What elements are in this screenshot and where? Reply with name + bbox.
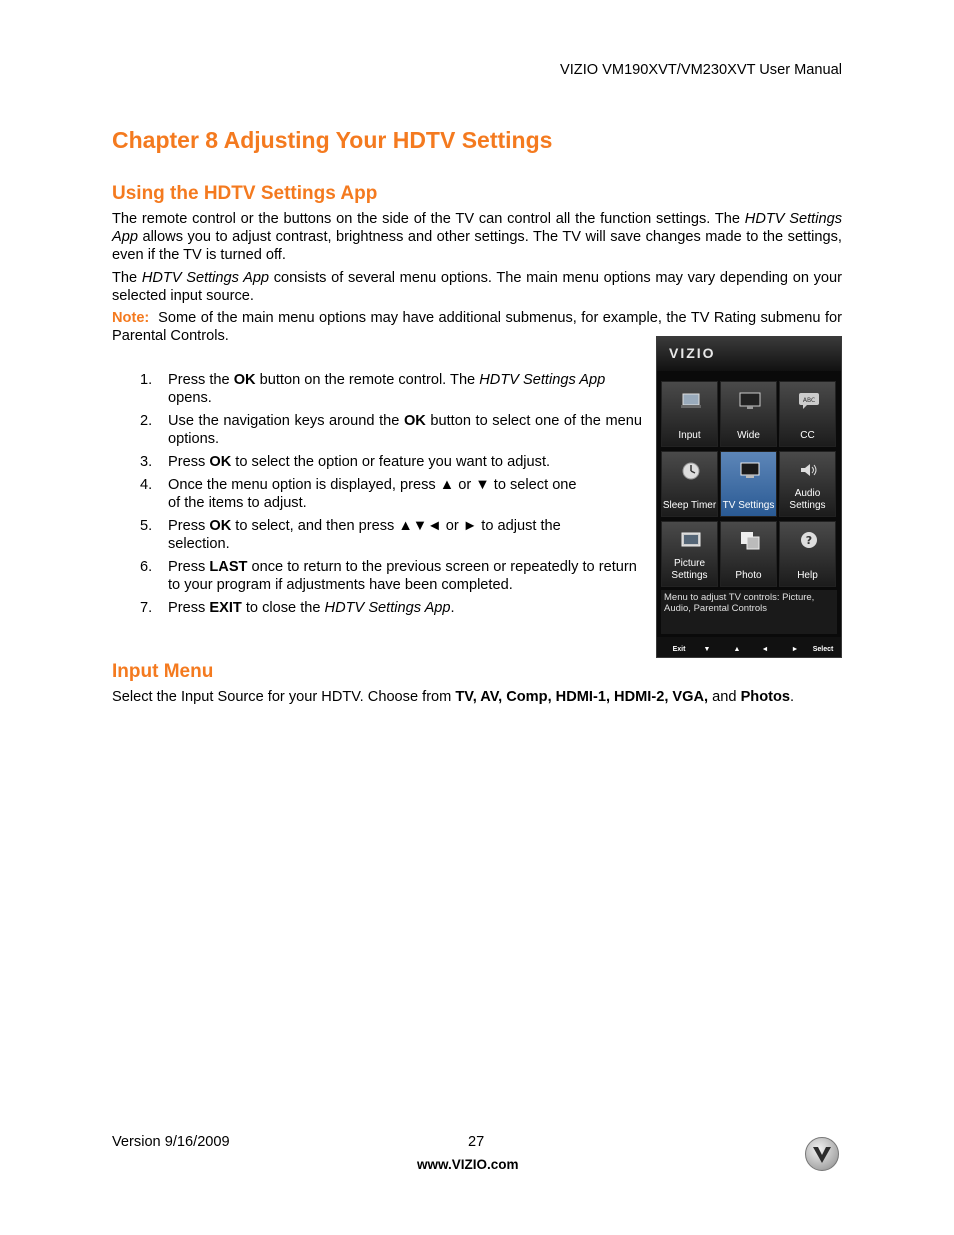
tv-menu-description: Menu to adjust TV controls: Picture, Audio, Parental Controls <box>661 590 837 634</box>
tv-menu-item-label: Audio Settings <box>789 488 826 511</box>
step-key: OK <box>209 518 232 534</box>
steps-list <box>112 371 642 617</box>
section-title-input-menu: Input Menu <box>112 661 214 682</box>
step-text: to select, and then press ▲▼◄ or ► to adjust the selection. <box>168 518 561 552</box>
tv-menu-item-tv-settings <box>720 451 777 517</box>
list-item <box>112 453 642 471</box>
tv-menu-item-picture-settings <box>661 521 718 587</box>
svg-text:ABC: ABC <box>802 397 816 404</box>
tv-menu-item-sleep-timer <box>661 451 718 517</box>
list-item <box>112 599 642 617</box>
tv-menu-item-label: Sleep Timer <box>662 500 717 511</box>
tv-menu-item-label: Wide <box>737 430 760 441</box>
tv-menu-topbar <box>657 337 841 371</box>
step-number: 5. <box>140 518 153 534</box>
tv-menu-item-label: CC <box>800 430 815 441</box>
note-label: Note: <box>112 310 150 326</box>
step-text: . <box>450 600 455 616</box>
input-menu-text: . <box>790 689 795 705</box>
step-number: 6. <box>140 559 153 575</box>
step-text: Once the menu option is displayed, press ▲ or ▼ to select one of the items to adjust. <box>168 477 577 511</box>
step-key: EXIT <box>209 600 242 616</box>
cc-icon <box>798 390 820 410</box>
step-text: Press <box>168 454 210 470</box>
tv-menu-item-photo <box>720 521 777 587</box>
footer-url: www.VIZIO.com <box>417 1157 519 1172</box>
paragraph-options-text-b: consists of several menu options. The main menu options may vary depending on your selected input source. <box>112 270 843 304</box>
input-menu-text: Select the Input Source for your HDTV. Choose from <box>112 689 456 705</box>
paragraph-intro-text-a: The remote control or the buttons on the side of the TV can control all the function settings. The <box>112 211 745 227</box>
step-key: OK <box>403 413 426 429</box>
step-text: button on the remote control. The <box>255 372 480 388</box>
list-item <box>112 476 588 512</box>
step-number: 4. <box>140 477 153 493</box>
input-sources: TV, AV, Comp, HDMI-1, HDMI-2, VGA, <box>455 689 709 705</box>
step-em: HDTV Settings App <box>479 372 606 388</box>
tv-menu-item-help <box>779 521 836 587</box>
vizio-v-logo-icon <box>805 1137 839 1171</box>
svg-text:?: ? <box>805 534 813 547</box>
tv-menu-item-label: TV Settings <box>722 500 775 511</box>
list-item <box>112 412 642 448</box>
step-em: HDTV Settings App <box>324 600 451 616</box>
step-text: opens. <box>168 390 212 406</box>
step-text: Press <box>168 600 210 616</box>
paragraph-input-menu <box>112 688 842 706</box>
list-item <box>112 517 588 553</box>
step-number: 3. <box>140 454 153 470</box>
tv-settings-icon <box>739 460 761 480</box>
tv-nav-item: ◄ <box>753 641 777 658</box>
section-title-settings-app: Using the HDTV Settings App <box>112 183 378 204</box>
tv-menu-item-input <box>661 381 718 447</box>
paragraph-intro-em: HDTV Settings App <box>112 211 843 245</box>
step-text: to close the <box>241 600 325 616</box>
wide-icon <box>739 390 761 410</box>
tv-menu-nav-bar <box>657 637 841 657</box>
audio-settings-icon <box>798 460 820 480</box>
tv-menu-item-wide <box>720 381 777 447</box>
input-icon <box>680 390 702 410</box>
step-key: LAST <box>209 559 248 575</box>
step-key: OK <box>209 454 232 470</box>
sleep-timer-icon <box>680 460 702 480</box>
vizio-logo: VIZIO <box>669 345 716 361</box>
manual-title: VIZIO VM190XVT/VM230XVT User Manual <box>560 62 842 78</box>
paragraph-options-text-a: The <box>112 270 142 286</box>
tv-menu-item-cc <box>779 381 836 447</box>
paragraph-options-em: HDTV Settings App <box>141 270 270 286</box>
input-menu-text: and <box>708 689 741 705</box>
paragraph-intro-text-b: allows you to adjust contrast, brightness and other settings. The TV will save changes made to the settings, even if the TV is turned off. <box>112 229 842 263</box>
step-text: button to select one of the menu options. <box>168 413 642 447</box>
step-text: Use the navigation keys around the <box>168 413 404 429</box>
note-text: Some of the main menu options may have additional submenus, for example, the TV Rating submenu for Parental Controls. <box>112 310 847 344</box>
hdtv-settings-menu-screenshot <box>656 336 842 658</box>
photo-icon <box>739 530 761 550</box>
tv-nav-item: ► <box>783 641 807 658</box>
tv-menu-item-label: Input <box>678 430 701 441</box>
step-text: Press the <box>168 372 234 388</box>
input-source-photos: Photos <box>740 689 791 705</box>
list-item <box>112 558 638 594</box>
tv-menu-item-label: Help <box>797 570 818 581</box>
picture-settings-icon <box>680 530 702 550</box>
step-text: Press <box>168 559 210 575</box>
step-text: to select the option or feature you want to adjust. <box>231 454 551 470</box>
step-text: Press <box>168 518 210 534</box>
list-item <box>112 371 642 407</box>
paragraph-intro <box>112 210 842 264</box>
step-number: 2. <box>140 413 153 429</box>
step-key: OK <box>233 372 256 388</box>
tv-nav-item: ▼ <box>695 641 719 658</box>
step-text: once to return to the previous screen or repeatedly to return to your program if adjustments have been completed. <box>168 559 637 593</box>
tv-menu-item-label: Photo <box>735 570 762 581</box>
tv-nav-item: Select <box>811 641 835 658</box>
tv-menu-item-label: Picture Settings <box>671 558 708 581</box>
step-number: 1. <box>140 372 153 388</box>
footer-page-number: 27 <box>468 1134 485 1150</box>
paragraph-options <box>112 269 842 305</box>
chapter-title: Chapter 8 Adjusting Your HDTV Settings <box>112 127 553 153</box>
help-icon <box>798 530 820 550</box>
footer-version: Version 9/16/2009 <box>112 1134 230 1150</box>
tv-nav-item: Exit <box>667 641 691 658</box>
tv-nav-item: ▲ <box>725 641 749 658</box>
step-number: 7. <box>140 600 153 616</box>
tv-menu-item-audio-settings <box>779 451 836 517</box>
